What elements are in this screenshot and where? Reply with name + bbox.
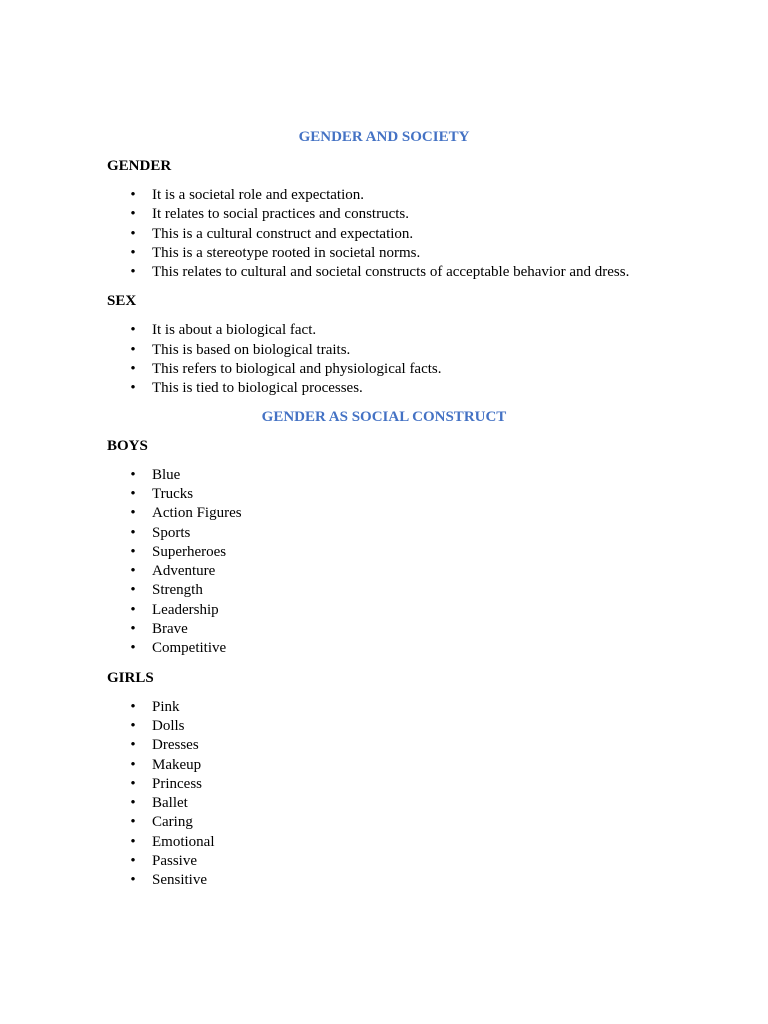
bullet-icon: •	[130, 814, 136, 831]
bullet-icon: •	[130, 582, 136, 599]
list-item: • Superheroes	[152, 543, 768, 562]
bullet-icon: •	[130, 505, 136, 522]
section-heading-girls: GIRLS	[107, 669, 154, 686]
bullet-icon: •	[130, 244, 136, 261]
list-item: • Adventure	[152, 562, 768, 581]
list-item: • Trucks	[152, 485, 768, 504]
list-item: • It is a societal role and expectation.	[152, 186, 768, 205]
bullet-icon: •	[130, 187, 136, 203]
bullet-icon: •	[130, 621, 136, 638]
bullet-icon: •	[130, 466, 136, 483]
bullet-icon: •	[130, 737, 136, 754]
list-item: • This is based on biological traits.	[152, 341, 768, 360]
list-item: • Competitive	[152, 639, 768, 658]
list-item: • Passive	[152, 852, 768, 871]
bullet-icon: •	[130, 361, 136, 378]
bullet-icon: •	[130, 225, 136, 242]
bullet-icon: •	[130, 601, 136, 618]
bullet-list-sex	[0, 321, 768, 398]
bullet-icon: •	[130, 717, 136, 734]
list-item: • It relates to social practices and constructs.	[152, 205, 768, 224]
list-item: • Dresses	[152, 736, 768, 755]
list-item: • Princess	[152, 775, 768, 794]
list-item: • This is a stereotype rooted in societal norms.	[152, 244, 768, 263]
list-item: • Sensitive	[152, 871, 768, 890]
bullet-list-gender	[0, 186, 768, 282]
list-item: • Pink	[152, 698, 768, 717]
list-item: • Caring	[152, 813, 768, 832]
bullet-icon: •	[130, 543, 136, 560]
bullet-icon: •	[130, 322, 136, 339]
document-title: GENDER AND SOCIETY	[298, 129, 470, 145]
bullet-icon: •	[130, 380, 136, 397]
bullet-icon: •	[130, 698, 136, 715]
list-item: • This is a cultural construct and expectation.	[152, 225, 768, 244]
bullet-icon: •	[130, 485, 136, 502]
list-item: • Ballet	[152, 794, 768, 813]
bullet-icon: •	[130, 206, 136, 223]
bullet-icon: •	[130, 640, 136, 657]
list-item: • Action Figures	[152, 504, 768, 523]
list-item: • It is about a biological fact.	[152, 321, 768, 340]
list-item: • Sports	[152, 524, 768, 543]
list-item: • Blue	[152, 466, 768, 485]
bullet-icon: •	[130, 872, 136, 889]
bullet-icon: •	[130, 833, 136, 850]
list-item: • Leadership	[152, 601, 768, 620]
list-item: • Emotional	[152, 833, 768, 852]
bullet-icon: •	[130, 775, 136, 792]
list-item: • Strength	[152, 581, 768, 600]
bullet-list-girls	[0, 698, 768, 891]
list-item: • This is tied to biological processes.	[152, 379, 768, 398]
list-item: • This refers to biological and physiological facts.	[152, 360, 768, 379]
bullet-icon: •	[130, 341, 136, 358]
bullet-list-boys	[0, 466, 768, 659]
bullet-icon: •	[130, 524, 136, 541]
section-title-social-construct: GENDER AS SOCIAL CONSTRUCT	[261, 408, 507, 425]
list-item: • Dolls	[152, 717, 768, 736]
section-heading-boys: BOYS	[107, 437, 148, 454]
bullet-icon: •	[130, 756, 136, 773]
list-item: • Makeup	[152, 756, 768, 775]
list-item: • Brave	[152, 620, 768, 639]
section-heading-sex: SEX	[107, 293, 137, 310]
bullet-icon: •	[130, 563, 136, 580]
bullet-icon: •	[130, 264, 136, 281]
bullet-icon: •	[130, 795, 136, 812]
list-item: • This relates to cultural and societal constructs of acceptable behavior and dress.	[152, 263, 768, 282]
section-heading-gender: GENDER	[107, 158, 172, 174]
bullet-icon: •	[130, 853, 136, 870]
